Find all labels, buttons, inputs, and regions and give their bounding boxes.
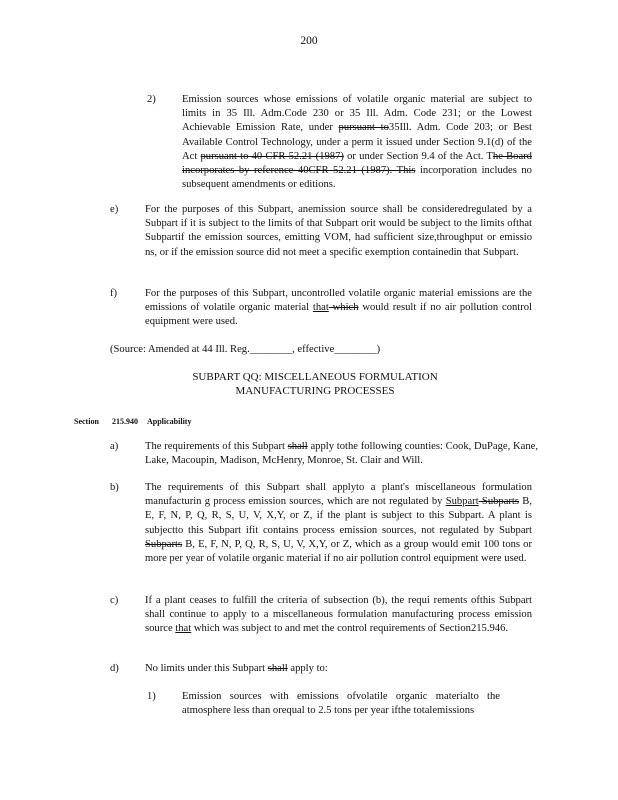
- strike-text: shall: [267, 663, 288, 674]
- item-a-text: The requirements of this Subpart shall apply tothe following counties: Cook, DuPage, Kane, Lake, Macoupin, Madison, McHenry, Monroe, St. Clair and Will.: [145, 441, 538, 467]
- item-f-text: For the purposes of this Subpart, uncontrolled volatile organic material emissions are the emissions of volatile organic material that which would result if no air pollution control equipment were used.: [145, 288, 532, 328]
- item-d1-text: Emission sources with emissions ofvolatile organic materialto the atmosphere less than orequal to 2.5 tons per year ifthe totalemissions: [182, 691, 500, 717]
- section-title: Applicability: [147, 417, 192, 426]
- item-2-label: 2): [147, 94, 156, 105]
- section-word: Section: [74, 417, 99, 426]
- strike-text: shall: [287, 441, 308, 452]
- strike-text: Subparts: [145, 538, 183, 550]
- item-d1-label: 1): [147, 691, 156, 702]
- item-e-text: For the purposes of this Subpart, anemission source shall be consideredregulated by a Subpart if it is subject to the limits of that Subpart orit would be subject to the limits ofthat Subpartif the emission sources, emitting VOM, had sufficient size,throughput or emissio ns, or if the emission source did not meet a specific exemption containedin that Subpart.: [145, 204, 532, 258]
- underline-text: Subpart: [445, 496, 479, 508]
- subpart-heading-line2: MANUFACTURING PROCESSES: [235, 385, 395, 397]
- section-number: 215.940: [112, 417, 138, 426]
- item-a-label: a): [110, 441, 119, 452]
- underline-text: that: [312, 302, 329, 314]
- item-b-label: b): [110, 482, 119, 493]
- item-f-label: f): [110, 288, 118, 299]
- item-c-label: c): [110, 595, 119, 606]
- strike-text: he Board incorporates by reference 40CFR 52.21 (1987). This: [182, 150, 532, 177]
- item-b-text: The requirements of this Subpart shall applyto a plant's miscellaneous formulation manufacturin g process emission sources, which are not regulated by Subpart Subparts B, E, F, N, P, Q, R, S, U, V, X,Y, or Z, if the plant is subject to this Subpart. A plant is subjectto this Subpart ifit contains process emission sources, not regulated by Subpart Subparts B, E, F, N, P, Q, R, S, U, V, X,Y, or Z, which as a group would emit 100 tons or more per year of volatile organic material if no air pollution control equipment were used.: [145, 482, 532, 565]
- page-number: 200: [300, 35, 318, 47]
- strike-text: which: [328, 302, 359, 314]
- strike-text: pursuant to: [338, 122, 389, 134]
- item-d-label: d): [110, 663, 119, 674]
- item-e-label: e): [110, 204, 119, 215]
- subpart-heading-line1: SUBPART QQ: MISCELLANEOUS FORMULATION: [192, 371, 438, 383]
- item-c-text: If a plant ceases to fulfill the criteria of subsection (b), the requi rements ofthis Subpart shall continue to apply to a miscellaneous formulation manufacturing process emission source that which was subject to and met the control requirements of Section215.946.: [145, 595, 532, 635]
- strike-text: Subparts: [478, 496, 520, 508]
- subpart-heading: [150, 370, 480, 398]
- item-d-text: No limits under this Subpart shall apply to:: [145, 663, 328, 674]
- strike-text: pursuant to 40 CFR 52.21 (1987): [200, 150, 344, 162]
- item-2-text: Emission sources whose emissions of volatile organic material are subject to limits in 35 Ill. Adm.Code 230 or 35 Ill. Adm. Code 231; or the Lowest Achievable Emission Rate, under pursuant to35Ill. Adm. Code 203; or Best Available Control Technology, under a perm it issued under Section 9.1(d) of the Act pursuant to 40 CFR 52.21 (1987) or under Section 9.4 of the Act. The Board incorporates by reference 40CFR 52.21 (1987). This incorporation includes no subsequent amendments or editions.: [182, 94, 532, 191]
- source-note: (Source: Amended at 44 Ill. Reg.________, effective________): [110, 344, 381, 355]
- underline-text: that: [175, 623, 192, 635]
